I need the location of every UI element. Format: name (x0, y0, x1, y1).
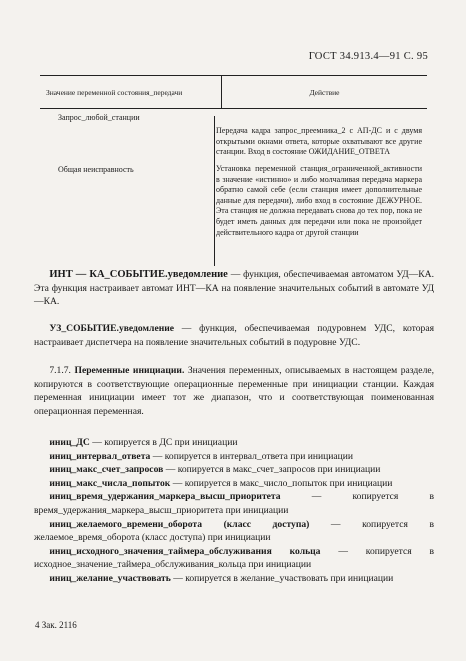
list-item: иниц_интервал_ответа — копируется в интервал_ответа при инициации (49, 450, 354, 462)
list-item: иниц_исходного_значения_таймера_обслуживания кольца — копируется в исходное_значение_таймера_обслуживания_кольца при инициации (34, 545, 435, 571)
column-header-action: Действие (309, 87, 340, 97)
init-variables-list (34, 436, 434, 586)
table-row-2-state: Общая неисправность (58, 165, 134, 174)
list-item: иниц_желание_участвовать — копируется в желание_участвовать при инициации (49, 572, 394, 584)
list-item: иниц_желаемого_времени_оборота (класс доступа) — копируется в желаемое_время_оборота (класс доступа) при инициации (34, 518, 434, 544)
table-header (40, 76, 427, 109)
action-table (40, 75, 427, 109)
list-item: иниц_макс_числа_попыток — копируется в макс_число_попыток при инициации (49, 477, 393, 489)
table-row-2-action: Установка переменной станция_ограниченной_активности в значение «истинно» и либо молчаливая передача маркера обратно самой себе (если станция имеет дополнительные данные для передачи), либо вход в состояние ДЕЖУРНОЕ. Эта станция не должна передавать снова до тех пор, пока не будет иметь данных для передачи или пока не произойдет действительного кадра от другой станции (216, 164, 422, 237)
paragraph-init-vars: 7.1.7. Переменные инициации. Значения переменных, описываемых в настоящем разделе, копируются в соответствующие операционные переменные при инициации станции. Каждая переменная инициации имеет тот же диапазон, что и соответствующая поименованная операционная переменная. (34, 365, 435, 417)
page-header: ГОСТ 34.913.4—91 С. 95 (308, 51, 428, 62)
paragraph-uz-event: УЗ_СОБЫТИЕ.уведомление — функция, обеспечиваемая подуровнем УДС, которая настраивает диспетчера на появление значительных событий в подуровне УДС. (34, 323, 434, 348)
term-int-ka: ИНТ — КА_СОБЫТИЕ.уведомление (49, 269, 228, 280)
list-item: иниц_макс_счет_запросов — копируется в макс_счет_запросов при инициации (49, 464, 381, 476)
list-item: иниц_время_удержания_маркера_высш_приоритета — копируется в время_удержания_маркера_высш_приоритета при инициации (34, 491, 434, 516)
table-row-1-state: Запрос_любой_станции (58, 113, 140, 122)
paragraph-int-ka: ИНТ — КА_СОБЫТИЕ.уведомление — функция, обеспечиваемая автоматом УД—КА. Эта функция настраивает автомат ИНТ—КА на появление значительных событий в автомате УД—КА. (34, 269, 435, 308)
column-header-state: Значение переменной состояния_передачи (40, 76, 222, 108)
table-divider (214, 116, 215, 266)
term-uz-event: УЗ_СОБЫТИЕ.уведомление (49, 323, 175, 334)
footer-sheet: 4 Зак. 2116 (35, 620, 77, 630)
section-title: Переменные инициации. (74, 365, 185, 376)
table-row-1-action: Передача кадра запрос_преемника_2 с АП-ДС и с двумя открытыми окнами ответа, которые охватывают все другие станции. Вход в состояние ОЖИДАНИЕ_ОТВЕТА (216, 126, 422, 157)
list-item: иниц_ДС — копируется в ДС при инициации (49, 437, 238, 448)
